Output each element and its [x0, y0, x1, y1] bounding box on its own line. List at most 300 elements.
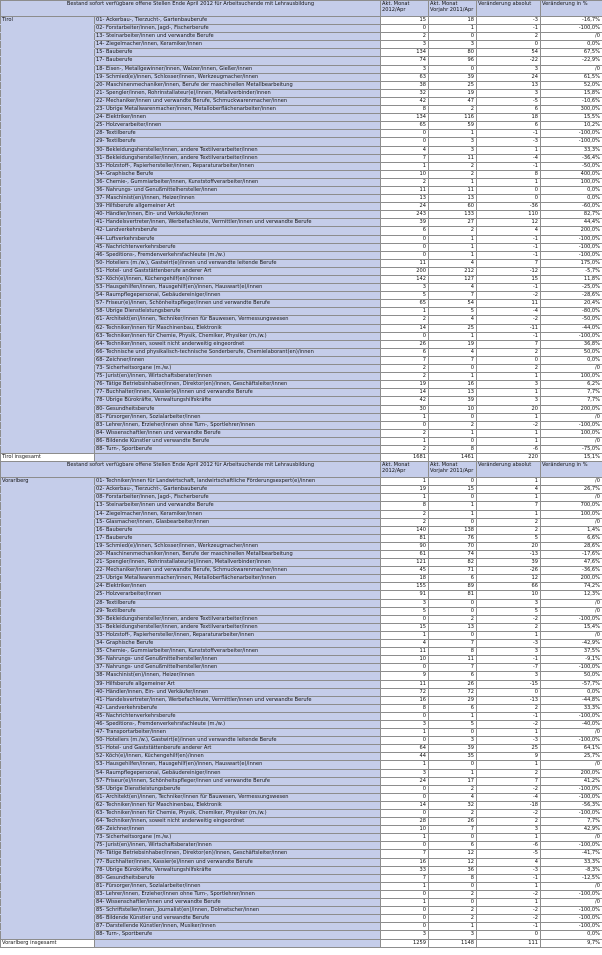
change-absolute-cell: 7 [477, 777, 541, 785]
current-value-cell: 3 [381, 41, 429, 49]
previous-value-cell: 2 [429, 170, 477, 178]
current-value-cell: 0 [381, 421, 429, 429]
current-value-cell: 1 [381, 631, 429, 639]
occupation-cell: 21- Spengler/innen, Rohrinstallateur(e)/innen, Metallverbinder/innen [95, 559, 381, 567]
current-value-cell: 63 [381, 73, 429, 81]
change-percent-cell: 0,0% [541, 41, 602, 49]
change-absolute-cell: 6 [477, 106, 541, 114]
region-cell [1, 332, 95, 340]
occupation-cell: 39- Hilfsberufe allgemeiner Art [95, 203, 381, 211]
previous-value-cell: 89 [429, 583, 477, 591]
change-absolute-cell: 1 [477, 413, 541, 421]
current-value-cell: 14 [381, 324, 429, 332]
table-row [1, 114, 602, 122]
occupation-cell: 20- Maschinenmechaniker/innen, Berufe der maschinellen Metallbearbeitung [95, 551, 381, 559]
table-row [1, 89, 602, 97]
occupation-cell: 45- Nachrichtenverkehrsberufe [95, 712, 381, 720]
occupation-cell: 77- Buchhalter/innen, Kassier(e)/innen und verwandte Berufe [95, 858, 381, 866]
change-percent-cell: 28,6% [541, 542, 602, 550]
region-cell [1, 866, 95, 874]
change-percent-cell: -100,0% [541, 615, 602, 623]
region-cell [1, 81, 95, 89]
change-absolute-cell: -1 [477, 874, 541, 882]
occupation-cell: 54- Raumpflegepersonal, Gebäudereiniger/innen [95, 769, 381, 777]
region-cell: Tirol [1, 17, 95, 25]
change-absolute-cell: -2 [477, 720, 541, 728]
previous-value-cell: 7 [429, 356, 477, 364]
table-row [1, 81, 602, 89]
region-cell [1, 170, 95, 178]
previous-value-cell: 0 [429, 365, 477, 373]
previous-value-cell: 1 [429, 178, 477, 186]
change-absolute-cell: 1 [477, 882, 541, 890]
table-row [1, 373, 602, 381]
table-row [1, 73, 602, 81]
table-row [1, 656, 602, 664]
change-percent-cell: 200,0% [541, 575, 602, 583]
current-value-cell: 0 [381, 25, 429, 33]
change-percent-cell: /0 [541, 478, 602, 486]
current-value-cell: 0 [381, 785, 429, 793]
current-value-cell: 0 [381, 615, 429, 623]
table-row [1, 810, 602, 818]
current-value-cell: 3 [381, 65, 429, 73]
region-cell [1, 599, 95, 607]
current-value-cell: 0 [381, 842, 429, 850]
change-absolute-cell: 3 [477, 672, 541, 680]
occupation-cell: 22- Mechaniker/innen und verwandte Berufe, Schmuckwarenmacher/innen [95, 97, 381, 105]
region-cell [1, 615, 95, 623]
table-row [1, 17, 602, 25]
previous-value-cell: 0 [429, 413, 477, 421]
current-value-cell: 0 [381, 664, 429, 672]
current-value-cell: 19 [381, 381, 429, 389]
occupation-cell: 17- Bauberufe [95, 57, 381, 65]
occupation-cell: 01- Ackerbau-, Tierzucht-, Gartenbauberufe [95, 17, 381, 25]
occupation-cell: 40- Händler/innen, Ein- und Verkäufer/innen [95, 688, 381, 696]
region-cell [1, 542, 95, 550]
current-value-cell: 19 [381, 486, 429, 494]
change-percent-cell: 11,8% [541, 276, 602, 284]
region-cell [1, 162, 95, 170]
current-value-cell: 3 [381, 284, 429, 292]
table-row [1, 49, 602, 57]
change-percent-cell: 44,4% [541, 219, 602, 227]
region-cell [1, 114, 95, 122]
current-value-cell: 64 [381, 745, 429, 753]
region-cell [1, 365, 95, 373]
previous-value-cell: 1 [429, 332, 477, 340]
current-value-cell: 0 [381, 243, 429, 251]
table-row [1, 882, 602, 890]
occupation-cell: 84- Wissenschaftler/innen und verwandte Berufe [95, 899, 381, 907]
change-percent-cell: -100,0% [541, 138, 602, 146]
region-cell [1, 316, 95, 324]
table-row [1, 421, 602, 429]
previous-value-cell: 8 [429, 874, 477, 882]
current-value-cell: 0 [381, 332, 429, 340]
current-value-cell: 18 [381, 575, 429, 583]
current-value-cell: 8 [381, 502, 429, 510]
occupation-cell: 51- Hotel- und Gaststättenberufe anderer Art [95, 745, 381, 753]
change-percent-cell: 20,4% [541, 300, 602, 308]
table-row [1, 235, 602, 243]
total-label-cell: Tirol insgesamt [1, 454, 95, 462]
current-value-cell: 81 [381, 534, 429, 542]
previous-value-cell: 82 [429, 559, 477, 567]
region-cell [1, 680, 95, 688]
change-absolute-cell: 54 [477, 49, 541, 57]
current-value-cell: 0 [381, 810, 429, 818]
change-absolute-cell: 2 [477, 33, 541, 41]
occupation-cell: 40- Händler/innen, Ein- und Verkäufer/innen [95, 211, 381, 219]
previous-value-cell: 1 [429, 769, 477, 777]
change-absolute-cell: -18 [477, 801, 541, 809]
table-row [1, 696, 602, 704]
table-header-row [1, 1, 602, 17]
region-cell [1, 49, 95, 57]
change-absolute-cell: -2 [477, 316, 541, 324]
current-value-cell: 0 [381, 915, 429, 923]
occupation-cell: 16- Bauberufe [95, 526, 381, 534]
region-cell [1, 858, 95, 866]
current-value-cell: 1 [381, 494, 429, 502]
change-percent-cell: 100,0% [541, 373, 602, 381]
occupation-cell: 80- Gesundheitsberufe [95, 874, 381, 882]
region-cell [1, 623, 95, 631]
current-value-cell: 16 [381, 858, 429, 866]
previous-value-cell: 10 [429, 405, 477, 413]
table-row [1, 551, 602, 559]
change-percent-cell: -56,3% [541, 801, 602, 809]
previous-value-cell: 0 [429, 729, 477, 737]
occupation-cell: 31- Bekleidungshersteller/innen, andere Textilverarbeiter/innen [95, 623, 381, 631]
table-row [1, 397, 602, 405]
current-value-cell: 1 [381, 729, 429, 737]
change-percent-cell: -44,8% [541, 696, 602, 704]
occupation-cell: 81- Fürsorger/innen, Sozialarbeiter/innen [95, 882, 381, 890]
change-percent-cell: -57,7% [541, 680, 602, 688]
previous-value-cell: 2 [429, 227, 477, 235]
occupation-cell: 73- Sicherheitsorgane (m./w.) [95, 365, 381, 373]
change-absolute-cell: 1 [477, 478, 541, 486]
change-absolute-cell: -1 [477, 656, 541, 664]
table-row [1, 688, 602, 696]
region-cell [1, 373, 95, 381]
previous-value-cell: 19 [429, 340, 477, 348]
current-value-cell: 2 [381, 178, 429, 186]
table-row [1, 866, 602, 874]
table-row [1, 931, 602, 939]
change-percent-cell: -100,0% [541, 332, 602, 340]
occupation-cell: 44- Luftverkehrsberufe [95, 235, 381, 243]
change-percent-cell: /0 [541, 437, 602, 445]
table-row [1, 664, 602, 672]
change-percent-cell: /0 [541, 494, 602, 502]
occupation-cell: 46- Speditions-, Fremdenverkehrsfachleute (m./w.) [95, 251, 381, 259]
occupation-cell: 58- Übrige Dienstleistungsberufe [95, 785, 381, 793]
previous-value-cell: 59 [429, 122, 477, 130]
change-absolute-cell: 20 [477, 405, 541, 413]
previous-value-cell: 1 [429, 130, 477, 138]
current-value-cell: 2 [381, 33, 429, 41]
occupation-cell: 37- Nahrungs- und Genußmittelhersteller/innen [95, 664, 381, 672]
change-percent-cell: 64,1% [541, 745, 602, 753]
region-cell [1, 631, 95, 639]
occupation-cell: 64- Techniker/innen, soweit nicht anderweitig eingeordnet [95, 818, 381, 826]
change-absolute-cell: -4 [477, 154, 541, 162]
change-percent-cell: -36,4% [541, 154, 602, 162]
region-cell [1, 575, 95, 583]
change-percent-cell: 200,0% [541, 227, 602, 235]
region-cell [1, 915, 95, 923]
current-value-cell: 1 [381, 162, 429, 170]
previous-value-cell: 12 [429, 858, 477, 866]
change-absolute-cell: -26 [477, 567, 541, 575]
region-cell [1, 308, 95, 316]
previous-value-cell: 127 [429, 276, 477, 284]
previous-value-cell: 81 [429, 591, 477, 599]
change-absolute-cell: 5 [477, 534, 541, 542]
previous-value-cell: 0 [429, 65, 477, 73]
change-absolute-cell: -1 [477, 332, 541, 340]
current-value-cell: 16 [381, 696, 429, 704]
region-cell [1, 154, 95, 162]
previous-value-cell: 13 [429, 623, 477, 631]
previous-value-cell: 72 [429, 688, 477, 696]
change-absolute-cell: 3 [477, 599, 541, 607]
table-row [1, 170, 602, 178]
table-row [1, 615, 602, 623]
current-value-cell: 44 [381, 753, 429, 761]
region-cell [1, 656, 95, 664]
change-percent-cell: 15,4% [541, 623, 602, 631]
region-cell [1, 284, 95, 292]
change-percent-cell: -100,0% [541, 737, 602, 745]
region-cell [1, 41, 95, 49]
change-absolute-cell: -1 [477, 25, 541, 33]
change-absolute-cell: 4 [477, 858, 541, 866]
change-percent-cell: -100,0% [541, 810, 602, 818]
region-cell [1, 648, 95, 656]
current-value-cell: 3 [381, 720, 429, 728]
occupation-cell: 50- Hoteliers (m./w.), Gastwirt(e)/innen und verwandte leitende Berufe [95, 259, 381, 267]
region-cell [1, 688, 95, 696]
occupation-cell: 73- Sicherheitsorgane (m./w.) [95, 834, 381, 842]
region-cell [1, 381, 95, 389]
total-change-percent-cell: 9,7% [541, 939, 602, 947]
region-cell [1, 745, 95, 753]
table-row [1, 405, 602, 413]
previous-value-cell: 1 [429, 251, 477, 259]
col-header-change-absolute: Veränderung absolut [477, 1, 541, 17]
previous-value-cell: 212 [429, 267, 477, 275]
change-absolute-cell: 3 [477, 648, 541, 656]
occupation-cell: 13- Steinarbeiter/innen und verwandte Berufe [95, 33, 381, 41]
change-absolute-cell: -2 [477, 292, 541, 300]
table-row [1, 324, 602, 332]
change-percent-cell: 25,7% [541, 753, 602, 761]
change-absolute-cell: 1 [477, 834, 541, 842]
change-absolute-cell: 12 [477, 219, 541, 227]
change-absolute-cell: 25 [477, 745, 541, 753]
total-row [1, 454, 602, 462]
change-percent-cell: -100,0% [541, 243, 602, 251]
change-absolute-cell: 11 [477, 300, 541, 308]
occupation-cell: 63- Techniker/innen für Chemie, Physik, Chemiker, Physiker (m./w.) [95, 332, 381, 340]
region-cell: Vorarlberg [1, 478, 95, 486]
region-cell [1, 842, 95, 850]
table-row [1, 834, 602, 842]
previous-value-cell: 2 [429, 106, 477, 114]
previous-value-cell: 0 [429, 599, 477, 607]
change-absolute-cell: -1 [477, 251, 541, 259]
change-absolute-cell: -2 [477, 810, 541, 818]
current-value-cell: 14 [381, 801, 429, 809]
current-value-cell: 4 [381, 640, 429, 648]
occupation-cell: 14- Ziegelmacher/innen, Keramiker/innen [95, 41, 381, 49]
region-cell [1, 559, 95, 567]
table-row [1, 106, 602, 114]
table-row [1, 850, 602, 858]
change-percent-cell: 7,7% [541, 818, 602, 826]
table-row [1, 356, 602, 364]
change-absolute-cell: 10 [477, 591, 541, 599]
current-value-cell: 10 [381, 170, 429, 178]
table-row [1, 526, 602, 534]
table-row [1, 340, 602, 348]
change-percent-cell: -36,6% [541, 567, 602, 575]
change-percent-cell: -17,6% [541, 551, 602, 559]
table-title: Bestand sofort verfügbare offene Stellen Ende April 2012 für Arbeitsuchende mit Lehrausbildung [1, 1, 381, 17]
current-value-cell: 38 [381, 81, 429, 89]
change-percent-cell: /0 [541, 729, 602, 737]
current-value-cell: 2 [381, 365, 429, 373]
change-absolute-cell: -5 [477, 97, 541, 105]
previous-value-cell: 0 [429, 478, 477, 486]
previous-value-cell: 0 [429, 834, 477, 842]
table-row [1, 510, 602, 518]
change-percent-cell: 12,3% [541, 591, 602, 599]
region-cell [1, 567, 95, 575]
region-cell [1, 907, 95, 915]
occupation-cell: 61- Architekt(en)/innen, Techniker/innen für Bauwesen, Vermessungswesen [95, 793, 381, 801]
current-value-cell: 0 [381, 138, 429, 146]
previous-value-cell: 6 [429, 672, 477, 680]
change-percent-cell: -100,0% [541, 890, 602, 898]
current-value-cell: 11 [381, 648, 429, 656]
change-percent-cell: -41,7% [541, 850, 602, 858]
previous-value-cell: 2 [429, 162, 477, 170]
current-value-cell: 2 [381, 518, 429, 526]
occupation-cell: 30- Bekleidungshersteller/innen, andere Textilverarbeiter/innen [95, 146, 381, 154]
previous-value-cell: 74 [429, 551, 477, 559]
table-row [1, 785, 602, 793]
change-percent-cell: -100,0% [541, 923, 602, 931]
region-cell [1, 243, 95, 251]
total-current-cell: 1681 [381, 454, 429, 462]
occupation-cell: 41- Handelsvertreter/innen, Werbefachleute, Vermittler/innen und verwandte Berufe [95, 696, 381, 704]
previous-value-cell: 2 [429, 890, 477, 898]
current-value-cell: 0 [381, 737, 429, 745]
previous-value-cell: 3 [429, 737, 477, 745]
current-value-cell: 7 [381, 356, 429, 364]
region-cell [1, 874, 95, 882]
previous-value-cell: 11 [429, 656, 477, 664]
occupation-cell: 54- Raumpflegepersonal, Gebäudereiniger/innen [95, 292, 381, 300]
current-value-cell: 1 [381, 308, 429, 316]
change-absolute-cell: -13 [477, 551, 541, 559]
change-absolute-cell: 0 [477, 186, 541, 194]
table-row [1, 753, 602, 761]
table-row [1, 381, 602, 389]
occupation-cell: 19- Schmied(e)/innen, Schlosser/innen, Werkzeugmacher/innen [95, 73, 381, 81]
change-percent-cell: -100,0% [541, 251, 602, 259]
region-cell [1, 720, 95, 728]
region-cell [1, 551, 95, 559]
region-cell [1, 276, 95, 284]
region-cell [1, 801, 95, 809]
change-absolute-cell: 5 [477, 607, 541, 615]
table-row [1, 640, 602, 648]
change-absolute-cell: 1 [477, 510, 541, 518]
change-percent-cell: /0 [541, 33, 602, 41]
change-absolute-cell: -4 [477, 308, 541, 316]
change-percent-cell: 10,2% [541, 122, 602, 130]
previous-value-cell: 70 [429, 542, 477, 550]
change-absolute-cell: 3 [477, 397, 541, 405]
table-row [1, 874, 602, 882]
previous-value-cell: 2 [429, 785, 477, 793]
change-percent-cell: -100,0% [541, 793, 602, 801]
previous-value-cell: 39 [429, 397, 477, 405]
region-cell [1, 850, 95, 858]
current-value-cell: 0 [381, 235, 429, 243]
region-cell [1, 227, 95, 235]
change-absolute-cell: 66 [477, 583, 541, 591]
change-percent-cell: -100,0% [541, 235, 602, 243]
previous-value-cell: 47 [429, 97, 477, 105]
previous-value-cell: 1 [429, 373, 477, 381]
region-cell [1, 89, 95, 97]
table-row [1, 761, 602, 769]
occupation-cell: 57- Friseur(e)/innen, Schönheitspfleger/innen und verwandte Berufe [95, 777, 381, 785]
previous-value-cell: 3 [429, 41, 477, 49]
change-percent-cell: -28,6% [541, 292, 602, 300]
change-percent-cell: 0,0% [541, 688, 602, 696]
current-value-cell: 140 [381, 526, 429, 534]
occupation-cell: 75- Jurist(en)/innen, Wirtschaftsberater/innen [95, 842, 381, 850]
previous-value-cell: 2 [429, 615, 477, 623]
change-percent-cell: /0 [541, 365, 602, 373]
occupation-cell: 75- Jurist(en)/innen, Wirtschaftsberater/innen [95, 373, 381, 381]
change-absolute-cell: 3 [477, 65, 541, 73]
occupation-cell: 22- Mechaniker/innen und verwandte Berufe, Schmuckwarenmacher/innen [95, 567, 381, 575]
table-row [1, 623, 602, 631]
occupation-cell: 62- Techniker/innen für Maschinenbau, Elektronik [95, 324, 381, 332]
table-title: Bestand sofort verfügbare offene Stellen Ende April 2012 für Arbeitsuchende mit Lehrausbildung [1, 462, 381, 478]
current-value-cell: 33 [381, 866, 429, 874]
table-row [1, 899, 602, 907]
region-cell [1, 818, 95, 826]
region-cell [1, 777, 95, 785]
current-value-cell: 1 [381, 413, 429, 421]
change-absolute-cell: 110 [477, 211, 541, 219]
change-percent-cell: /0 [541, 631, 602, 639]
change-absolute-cell: -1 [477, 235, 541, 243]
table-row [1, 729, 602, 737]
change-percent-cell: -100,0% [541, 664, 602, 672]
